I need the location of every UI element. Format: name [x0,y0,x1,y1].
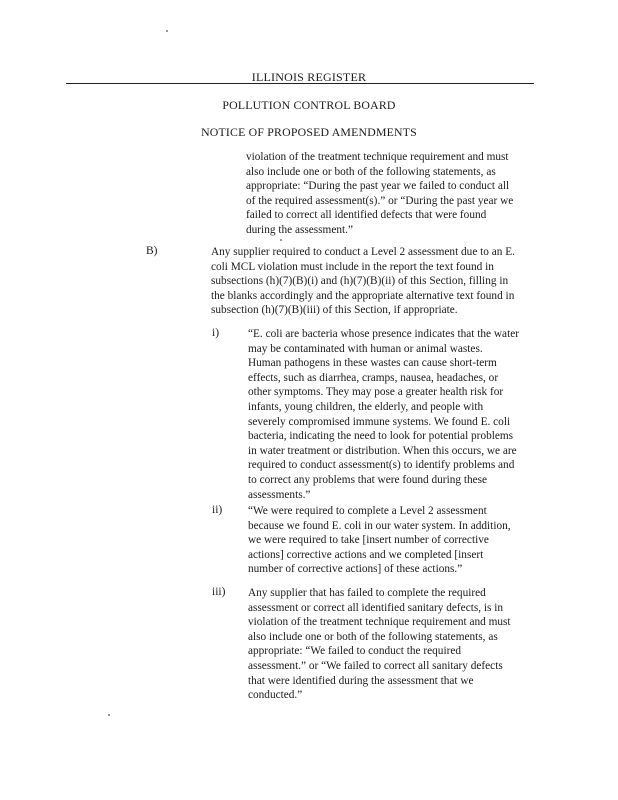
text-line: to correct any problems that were found during these [248,473,488,486]
subsection-b-paragraph [211,245,515,318]
text-line: during the assessment.” [246,223,353,236]
text-line: in water treatment or distribution. When this occurs, we are [248,444,517,457]
text-line: Any supplier required to conduct a Level 2 assessment due to an E. [211,246,515,258]
text-line: bacteria, indicating the need to look for potential problems [248,430,514,443]
text-line: we were required to take [insert number of corrective [248,534,489,547]
text-line: violation of the treatment technique requirement and must [248,616,511,629]
text-line: may be contaminated with human or animal wastes. [248,342,483,355]
text-line: effects, such as diarrhea, cramps, nausea, headaches, or [248,371,499,384]
text-line: “We were required to complete a Level 2 assessment [248,505,487,517]
text-line: appropriate: “During the past year we failed to conduct all [246,180,510,193]
text-line: Any supplier that has failed to complete the required [248,587,486,599]
subsection-label-b: B) [146,245,158,257]
text-line: assessment or correct all identified sanitary defects, is in [248,601,504,614]
item-label-i: i) [212,327,220,339]
board-name: POLLUTION CONTROL BOARD [222,98,396,112]
text-line: severely compromised immune systems. We found E. coli [248,415,511,428]
text-line: actions] corrective actions and we completed [insert [248,548,484,561]
text-line: conducted.” [248,689,303,702]
text-line: subsection (h)(7)(B)(iii) of this Section, if appropriate. [211,304,458,317]
text-line: appropriate: “We failed to conduct the required [248,645,462,658]
scan-speck [280,239,282,241]
text-line: because we found E. coli in our water system. In addition, [248,519,511,532]
text-line: subsections (h)(7)(B)(i) and (h)(7)(B)(ii) of this Section, filling in [211,275,509,288]
text-line: violation of the treatment technique requirement and must [246,151,509,163]
item-label-ii: ii) [212,504,223,516]
item-label-iii: iii) [212,586,226,598]
item-i-paragraph [248,327,519,502]
text-line: the blanks accordingly and the appropriate alternative text found in [211,289,515,302]
text-line: other symptoms. They may pose a greater health risk for [248,386,504,399]
text-line: required to conduct assessment(s) to identify problems and [248,459,515,472]
register-title: ILLINOIS REGISTER [251,70,367,84]
text-line: also include one or both of the following statements, as [248,630,498,643]
text-line: coli MCL violation must include in the report the text found in [211,260,494,273]
text-line: Human pathogens in these wastes can cause short-term [248,357,497,370]
scan-speck [108,714,110,716]
header-rule [66,83,534,84]
text-line: assessments.” [248,488,311,501]
continuation-paragraph [246,150,513,238]
text-line: infants, young children, the elderly, and people with [248,400,484,413]
text-line: of the required assessment(s).” or “During the past year we [246,194,514,207]
item-iii-paragraph [248,586,511,703]
text-line: that were identified during the assessment that we [248,674,474,687]
text-line: “E. coli are bacteria whose presence indicates that the water [248,328,519,340]
notice-heading: NOTICE OF PROPOSED AMENDMENTS [201,125,417,139]
text-line: failed to correct all identified defects that were found [246,209,487,222]
item-ii-paragraph [248,504,511,577]
text-line: number of corrective actions] of these actions.” [248,563,463,576]
text-line: assessment.” or “We failed to correct all sanitary defects [248,659,503,672]
scan-speck [166,30,168,32]
text-line: also include one or both of the following statements, as [246,165,496,178]
